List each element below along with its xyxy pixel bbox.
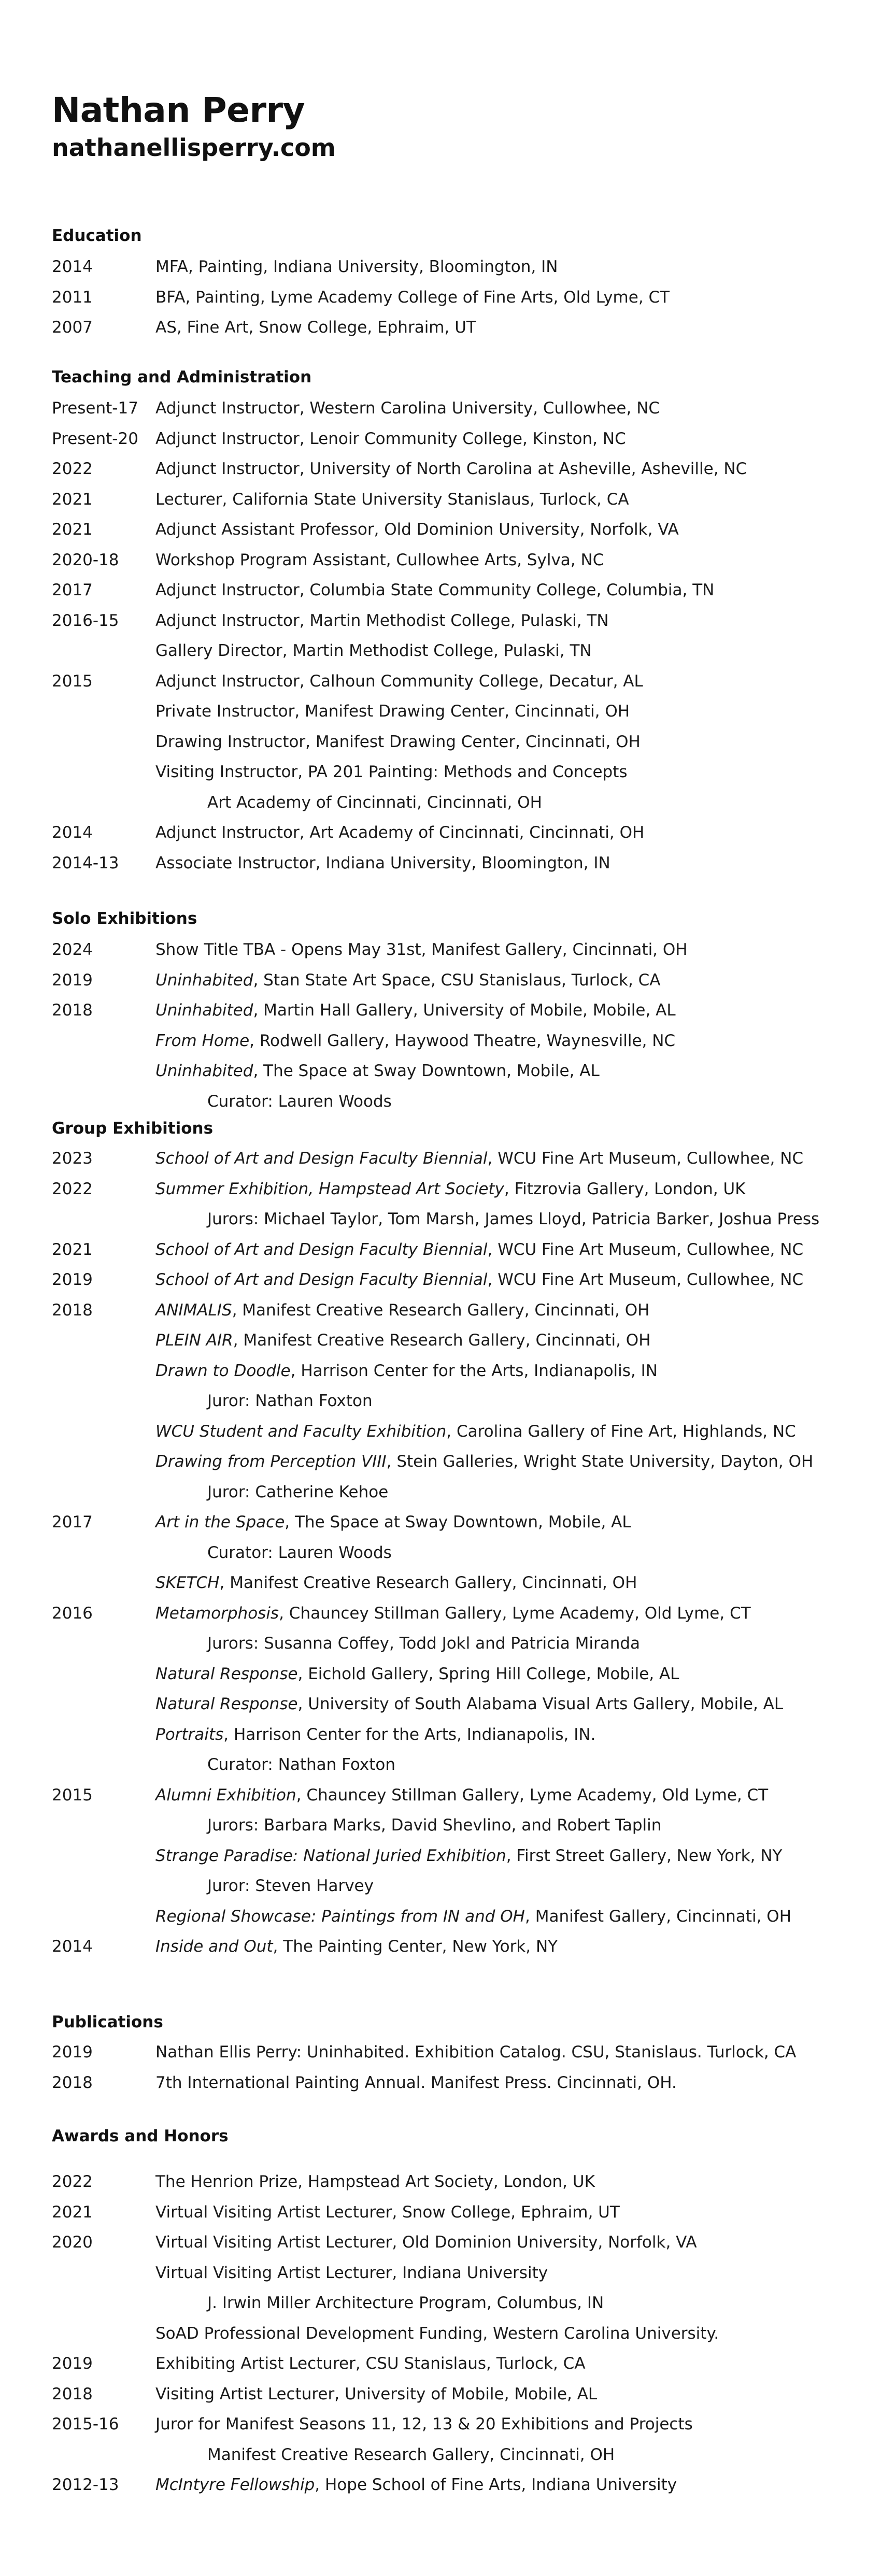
- entry-description: [155, 490, 629, 509]
- entry-text: BFA, Painting, Lyme Academy College of Fine Arts, Old Lyme, CT: [155, 288, 670, 307]
- entry-description: [155, 1270, 803, 1289]
- entry-description: [155, 823, 644, 842]
- entry-text: Juror: Steven Harvey: [207, 1877, 374, 1895]
- entry-year: 2012-13: [52, 2475, 119, 2494]
- entry-year: 2017: [52, 581, 93, 599]
- entry-description: [155, 1301, 649, 1320]
- entry-detail: [207, 1392, 373, 1410]
- entry-title: Natural Response: [155, 1695, 298, 1713]
- entry-text: , Chauncey Stillman Gallery, Lyme Academy, Old Lyme, CT: [296, 1785, 769, 1805]
- entry-text: Associate Instructor, Indiana University, Bloomington, IN: [155, 853, 610, 872]
- entry-year: 2011: [52, 288, 93, 307]
- entry-text: Jurors: Susanna Coffey, Todd Jokl and Patricia Miranda: [207, 1634, 641, 1653]
- entry-description: [155, 971, 661, 990]
- entry-text: , WCU Fine Art Museum, Cullowhee, NC: [487, 1240, 804, 1259]
- entry-year: 2015-16: [52, 2415, 119, 2434]
- entry-year: Present-20: [52, 429, 138, 448]
- entry-year: 2019: [52, 2043, 93, 2062]
- entry-description: [155, 257, 558, 276]
- entry-text: 7th International Painting Annual. Manifest Press. Cincinnati, OH.: [155, 2073, 677, 2092]
- entry-year: 2018: [52, 1001, 93, 1020]
- entry-year: 2019: [52, 970, 93, 990]
- entry-text: Virtual Visiting Artist Lecturer, Snow College, Ephraim, UT: [155, 2202, 620, 2222]
- website-link[interactable]: nathanellisperry.com: [52, 134, 336, 162]
- entry-title: Regional Showcase: Paintings from IN and OH: [155, 1907, 525, 1926]
- entry-detail: [207, 1634, 640, 1653]
- entry-text: Exhibiting Artist Lecturer, CSU Stanislaus, Turlock, CA: [155, 2354, 586, 2373]
- entry-year: 2016: [52, 1604, 93, 1623]
- entry-text: Adjunct Instructor, University of North Carolina at Asheville, Asheville, NC: [155, 460, 747, 478]
- entry-description: [155, 2415, 693, 2434]
- entry-text: Adjunct Instructor, Art Academy of Cincinnati, Cincinnati, OH: [155, 823, 645, 842]
- entry-text: Jurors: Michael Taylor, Tom Marsh, James Lloyd, Patricia Barker, Joshua Press: [207, 1210, 820, 1228]
- entry-year: 2014: [52, 823, 93, 842]
- entry-text: Curator: Lauren Woods: [207, 1543, 392, 1562]
- entry-text: , Stein Galleries, Wright State University, Dayton, OH: [386, 1452, 814, 1471]
- entry-year: 2014: [52, 1937, 93, 1956]
- entry-text: Visiting Artist Lecturer, University of Mobile, Mobile, AL: [155, 2384, 598, 2403]
- entry-year: 2018: [52, 1300, 93, 1320]
- entry-title: From Home: [155, 1031, 250, 1050]
- entry-text: , Rodwell Gallery, Haywood Theatre, Waynesville, NC: [249, 1031, 676, 1050]
- entry-text: Adjunct Instructor, Calhoun Community College, Decatur, AL: [155, 671, 643, 691]
- entry-text: Adjunct Instructor, Martin Methodist College, Pulaski, TN: [155, 611, 609, 630]
- entry-title: Art in the Space: [155, 1513, 285, 1532]
- entry-description: [155, 1240, 803, 1259]
- entry-text: Private Instructor, Manifest Drawing Center, Cincinnati, OH: [155, 702, 630, 721]
- entry-title: Natural Response: [155, 1664, 298, 1683]
- entry-text: Adjunct Instructor, Columbia State Community College, Columbia, TN: [155, 581, 715, 599]
- entry-text: The Henrion Prize, Hampstead Art Society, London, UK: [155, 2172, 595, 2191]
- entry-description: [155, 1573, 637, 1592]
- entry-text: Gallery Director, Martin Methodist College, Pulaski, TN: [155, 641, 592, 660]
- entry-description: [155, 520, 679, 539]
- entry-description: [155, 581, 714, 599]
- entry-text: , Fitzrovia Gallery, London, UK: [504, 1179, 746, 1198]
- entry-title: School of Art and Design Faculty Biennial: [155, 1240, 488, 1259]
- entry-description: [155, 1786, 768, 1805]
- section-heading: Education: [52, 226, 142, 245]
- entry-text: Virtual Visiting Artist Lecturer, Old Dominion University, Norfolk, VA: [155, 2233, 697, 2252]
- entry-year: 2015: [52, 671, 93, 691]
- entry-description: [155, 1847, 782, 1865]
- entry-text: Curator: Nathan Foxton: [207, 1755, 395, 1774]
- entry-text: Adjunct Instructor, Western Carolina University, Cullowhee, NC: [155, 399, 660, 418]
- section-heading: Publications: [52, 2013, 163, 2031]
- entry-year: 2022: [52, 1179, 93, 1198]
- entry-description: [155, 2264, 548, 2282]
- entry-description: [155, 733, 641, 751]
- entry-description: [155, 940, 688, 959]
- entry-title: Drawn to Doodle: [155, 1361, 291, 1380]
- entry-text: Visiting Instructor, PA 201 Painting: Methods and Concepts: [155, 763, 628, 781]
- entry-title: Inside and Out: [155, 1937, 273, 1956]
- entry-year: 2016-15: [52, 611, 119, 630]
- entry-description: [155, 318, 476, 337]
- entry-description: [155, 1725, 595, 1744]
- entry-description: [155, 854, 610, 872]
- entry-description: [155, 1032, 675, 1050]
- entry-title: Uninhabited: [155, 1062, 253, 1080]
- entry-detail: [207, 2445, 615, 2464]
- section-heading: Group Exhibitions: [52, 1119, 214, 1138]
- entry-year: 2019: [52, 1270, 93, 1289]
- entry-title: PLEIN AIR: [155, 1331, 233, 1350]
- entry-text: Nathan Ellis Perry: Uninhabited. Exhibition Catalog. CSU, Stanislaus. Turlock, CA: [155, 2043, 797, 2062]
- entry-description: [155, 460, 747, 478]
- entry-text: Manifest Creative Research Gallery, Cincinnati, OH: [207, 2445, 615, 2464]
- entry-text: , Manifest Creative Research Gallery, Cincinnati, OH: [233, 1331, 651, 1350]
- entry-year: 2007: [52, 318, 93, 337]
- entry-text: , University of South Alabama Visual Arts Gallery, Mobile, AL: [297, 1695, 784, 1713]
- entry-year: 2021: [52, 1240, 93, 1259]
- entry-description: [155, 1452, 813, 1471]
- section-heading: Teaching and Administration: [52, 368, 312, 387]
- entry-text: SoAD Professional Development Funding, Western Carolina University.: [155, 2324, 719, 2343]
- entry-text: Juror: Nathan Foxton: [207, 1392, 373, 1410]
- entry-title: School of Art and Design Faculty Biennial: [155, 1270, 488, 1289]
- entry-year: 2015: [52, 1785, 93, 1805]
- entry-description: [155, 1362, 658, 1380]
- entry-title: Alumni Exhibition: [155, 1785, 296, 1805]
- entry-title: Metamorphosis: [155, 1604, 279, 1623]
- entry-text: , Manifest Gallery, Cincinnati, OH: [525, 1907, 792, 1926]
- section-heading: Solo Exhibitions: [52, 909, 197, 928]
- entry-text: Virtual Visiting Artist Lecturer, Indiana University: [155, 2263, 548, 2282]
- entry-description: [155, 1513, 631, 1532]
- entry-text: , Carolina Gallery of Fine Art, Highlands, NC: [446, 1422, 796, 1441]
- entry-year: 2014: [52, 257, 93, 276]
- entry-description: [155, 2385, 597, 2403]
- entry-text: , WCU Fine Art Museum, Cullowhee, NC: [487, 1270, 804, 1289]
- entry-description: [155, 1907, 791, 1926]
- entry-title: School of Art and Design Faculty Biennial: [155, 1149, 488, 1168]
- entry-year: 2017: [52, 1513, 93, 1532]
- entry-title: Uninhabited: [155, 1001, 253, 1020]
- entry-title: McIntyre Fellowship: [155, 2475, 315, 2494]
- entry-description: [155, 551, 604, 569]
- entry-description: [155, 2354, 586, 2373]
- entry-description: [155, 288, 670, 307]
- entry-description: [155, 1062, 600, 1080]
- entry-text: , Martin Hall Gallery, University of Mobile, Mobile, AL: [253, 1001, 676, 1020]
- section-heading: Awards and Honors: [52, 2127, 229, 2145]
- entry-text: Jurors: Barbara Marks, David Shevlino, and Robert Taplin: [207, 1816, 662, 1835]
- entry-title: Uninhabited: [155, 970, 253, 990]
- entry-text: Workshop Program Assistant, Cullowhee Arts, Sylva, NC: [155, 550, 604, 569]
- entry-year: 2020: [52, 2233, 93, 2252]
- entry-detail: [207, 1877, 374, 1895]
- entry-description: [155, 641, 592, 660]
- entry-text: , The Painting Center, New York, NY: [273, 1937, 558, 1956]
- entry-text: , WCU Fine Art Museum, Cullowhee, NC: [487, 1149, 804, 1168]
- entry-text: , The Space at Sway Downtown, Mobile, AL: [285, 1513, 631, 1532]
- entry-text: , Manifest Creative Research Gallery, Cincinnati, OH: [232, 1300, 650, 1320]
- entry-description: [155, 2172, 595, 2191]
- entry-text: Show Title TBA - Opens May 31st, Manifest Gallery, Cincinnati, OH: [155, 940, 688, 959]
- entry-text: MFA, Painting, Indiana University, Bloomington, IN: [155, 257, 558, 276]
- entry-description: [155, 1001, 676, 1020]
- entry-description: [155, 611, 609, 630]
- entry-year: 2019: [52, 2354, 93, 2373]
- entry-year: 2021: [52, 520, 93, 539]
- entry-text: , The Space at Sway Downtown, Mobile, AL: [253, 1062, 600, 1080]
- entry-description: [155, 672, 643, 691]
- entry-text: Adjunct Assistant Professor, Old Dominion University, Norfolk, VA: [155, 520, 679, 539]
- entry-text: , Harrison Center for the Arts, Indianapolis, IN.: [223, 1725, 596, 1744]
- entry-description: [155, 430, 626, 448]
- entry-text: AS, Fine Art, Snow College, Ephraim, UT: [155, 318, 476, 337]
- entry-title: Summer Exhibition, Hampstead Art Society: [155, 1179, 504, 1198]
- entry-title: ANIMALIS: [155, 1300, 232, 1320]
- entry-year: 2021: [52, 490, 93, 509]
- artist-name: Nathan Perry: [52, 90, 305, 130]
- entry-description: [155, 1604, 751, 1623]
- entry-year: 2023: [52, 1149, 93, 1168]
- entry-title: Portraits: [155, 1725, 224, 1744]
- entry-text: , Stan State Art Space, CSU Stanislaus, Turlock, CA: [253, 970, 661, 990]
- entry-text: , Eichold Gallery, Spring Hill College, Mobile, AL: [297, 1664, 679, 1683]
- entry-text: , Manifest Creative Research Gallery, Cincinnati, OH: [219, 1573, 637, 1592]
- entry-description: [155, 2475, 677, 2494]
- entry-description: [155, 763, 628, 781]
- entry-text: , Chauncey Stillman Gallery, Lyme Academy, Old Lyme, CT: [279, 1604, 751, 1623]
- entry-description: [155, 1695, 783, 1713]
- entry-description: [155, 2324, 719, 2343]
- entry-text: Lecturer, California State University Stanislaus, Turlock, CA: [155, 490, 629, 509]
- entry-detail: [207, 1816, 661, 1835]
- entry-description: [155, 2043, 796, 2062]
- entry-text: J. Irwin Miller Architecture Program, Columbus, IN: [207, 2294, 604, 2312]
- entry-description: [155, 1180, 746, 1198]
- entry-title: Strange Paradise: National Juried Exhibition: [155, 1846, 506, 1865]
- entry-year: 2014-13: [52, 853, 119, 872]
- entry-description: [155, 1331, 651, 1350]
- entry-text: , Harrison Center for the Arts, Indianapolis, IN: [290, 1361, 658, 1380]
- entry-year: 2018: [52, 2073, 93, 2092]
- entry-description: [155, 1422, 796, 1441]
- entry-detail: [207, 1755, 395, 1774]
- entry-text: , First Street Gallery, New York, NY: [506, 1846, 783, 1865]
- entry-text: Art Academy of Cincinnati, Cincinnati, OH: [207, 793, 542, 812]
- entry-description: [155, 2203, 620, 2222]
- entry-detail: [207, 1483, 388, 1501]
- entry-description: [155, 702, 630, 721]
- entry-title: SKETCH: [155, 1573, 220, 1592]
- entry-description: [155, 1937, 558, 1956]
- entry-description: [155, 2073, 677, 2092]
- entry-title: WCU Student and Faculty Exhibition: [155, 1422, 447, 1441]
- entry-year: 2021: [52, 2202, 93, 2222]
- entry-year: 2022: [52, 2172, 93, 2191]
- entry-year: 2020-18: [52, 550, 119, 569]
- entry-year: Present-17: [52, 399, 138, 418]
- entry-text: Juror: Catherine Kehoe: [207, 1482, 389, 1501]
- entry-description: [155, 399, 660, 418]
- entry-text: Adjunct Instructor, Lenoir Community College, Kinston, NC: [155, 429, 626, 448]
- entry-title: Drawing from Perception VIII: [155, 1452, 387, 1471]
- entry-text: Drawing Instructor, Manifest Drawing Center, Cincinnati, OH: [155, 732, 641, 751]
- entry-text: , Hope School of Fine Arts, Indiana University: [315, 2475, 677, 2494]
- entry-description: [155, 1149, 803, 1168]
- entry-detail: [207, 1210, 819, 1228]
- entry-year: 2024: [52, 940, 93, 959]
- entry-detail: [207, 793, 542, 812]
- entry-description: [155, 1665, 679, 1683]
- entry-year: 2018: [52, 2384, 93, 2403]
- entry-detail: [207, 2294, 604, 2312]
- entry-text: Curator: Lauren Woods: [207, 1092, 392, 1111]
- entry-description: [155, 2233, 697, 2252]
- entry-detail: [207, 1543, 392, 1562]
- entry-year: 2022: [52, 460, 93, 478]
- entry-detail: [207, 1092, 392, 1111]
- entry-text: Juror for Manifest Seasons 11, 12, 13 & 20 Exhibitions and Projects: [155, 2415, 693, 2434]
